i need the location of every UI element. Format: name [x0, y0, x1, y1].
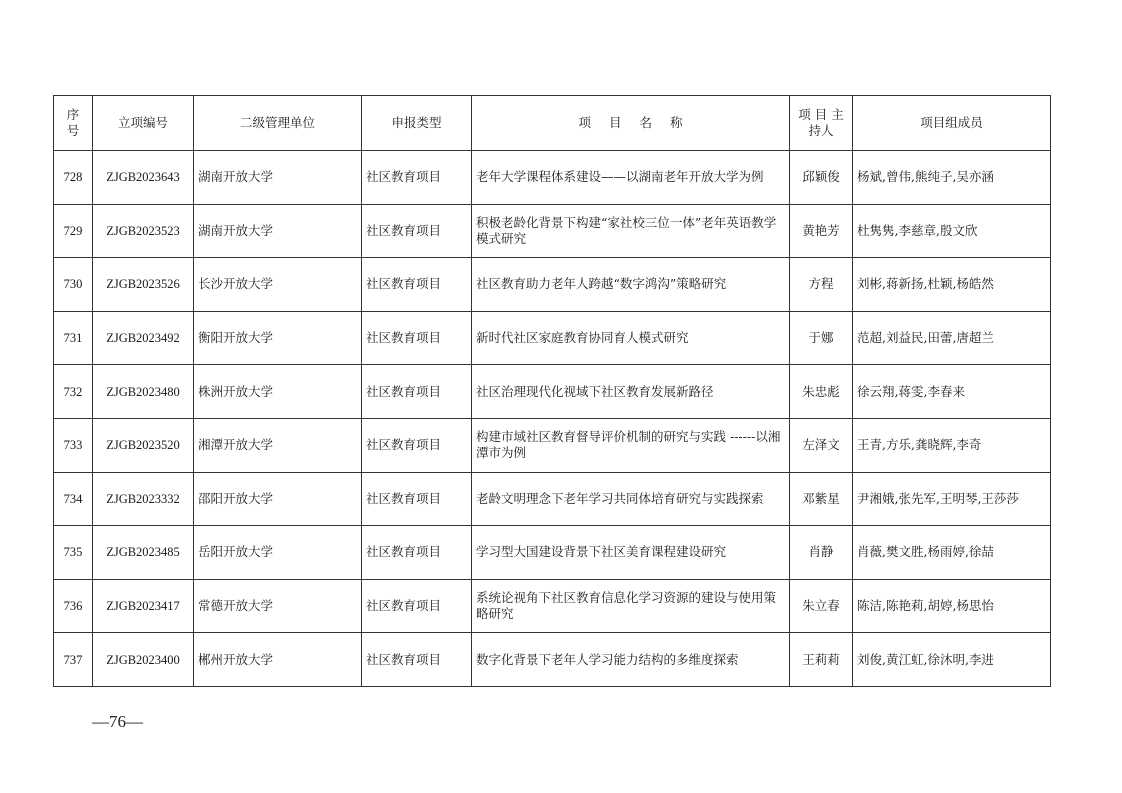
row-code: ZJGB2023523 — [93, 204, 194, 258]
row-code: ZJGB2023520 — [93, 418, 194, 472]
row-unit: 邵阳开放大学 — [194, 472, 362, 526]
row-unit: 常德开放大学 — [194, 579, 362, 633]
row-host: 邓紫星 — [790, 472, 853, 526]
row-host: 方程 — [790, 258, 853, 312]
header-host: 项 目 主持人 — [790, 96, 853, 151]
row-code: ZJGB2023643 — [93, 151, 194, 205]
row-project-name: 社区治理现代化视域下社区教育发展新路径 — [472, 365, 790, 419]
table-row — [54, 311, 1051, 365]
row-code: ZJGB2023332 — [93, 472, 194, 526]
row-host: 王莉莉 — [790, 633, 853, 687]
row-host: 左泽文 — [790, 418, 853, 472]
row-project-name: 学习型大国建设背景下社区美育课程建设研究 — [472, 526, 790, 580]
row-code: ZJGB2023485 — [93, 526, 194, 580]
header-seq: 序号 — [54, 96, 93, 151]
row-seq: 730 — [54, 258, 93, 312]
header-unit: 二级管理单位 — [194, 96, 362, 151]
row-seq: 733 — [54, 418, 93, 472]
row-unit: 郴州开放大学 — [194, 633, 362, 687]
row-seq: 736 — [54, 579, 93, 633]
row-host: 黄艳芳 — [790, 204, 853, 258]
table-row — [54, 633, 1051, 687]
row-code: ZJGB2023417 — [93, 579, 194, 633]
row-seq: 734 — [54, 472, 93, 526]
row-project-name: 积极老龄化背景下构建“家社校三位一体”老年英语教学模式研究 — [472, 204, 790, 258]
row-project-name: 构建市域社区教育督导评价机制的研究与实践 ------以湘潭市为例 — [472, 418, 790, 472]
row-members: 王青,方乐,龚晓辉,李奇 — [853, 418, 1051, 472]
row-unit: 湖南开放大学 — [194, 151, 362, 205]
table-header-row — [54, 96, 1051, 151]
row-members: 范超,刘益民,田蕾,唐超兰 — [853, 311, 1051, 365]
row-type: 社区教育项目 — [362, 311, 472, 365]
row-project-name: 老年大学课程体系建设——以湖南老年开放大学为例 — [472, 151, 790, 205]
row-members: 刘俊,黄江虹,徐沐明,李进 — [853, 633, 1051, 687]
row-type: 社区教育项目 — [362, 526, 472, 580]
row-seq: 729 — [54, 204, 93, 258]
row-code: ZJGB2023492 — [93, 311, 194, 365]
row-members: 杜隽隽,李慈章,殷文欣 — [853, 204, 1051, 258]
row-type: 社区教育项目 — [362, 579, 472, 633]
row-host: 朱立春 — [790, 579, 853, 633]
row-unit: 岳阳开放大学 — [194, 526, 362, 580]
row-unit: 长沙开放大学 — [194, 258, 362, 312]
row-members: 徐云翔,蒋雯,李春来 — [853, 365, 1051, 419]
header-code: 立项编号 — [93, 96, 194, 151]
row-host: 邱颖俊 — [790, 151, 853, 205]
row-type: 社区教育项目 — [362, 472, 472, 526]
row-host: 于娜 — [790, 311, 853, 365]
header-members: 项目组成员 — [853, 96, 1051, 151]
row-members: 尹湘娥,张先军,王明琴,王莎莎 — [853, 472, 1051, 526]
row-project-name: 数字化背景下老年人学习能力结构的多维度探索 — [472, 633, 790, 687]
table-row — [54, 472, 1051, 526]
row-code: ZJGB2023480 — [93, 365, 194, 419]
row-members: 刘彬,蒋新扬,杜颖,杨皓然 — [853, 258, 1051, 312]
row-type: 社区教育项目 — [362, 258, 472, 312]
row-seq: 728 — [54, 151, 93, 205]
header-type: 申报类型 — [362, 96, 472, 151]
table-row — [54, 204, 1051, 258]
row-unit: 湖南开放大学 — [194, 204, 362, 258]
row-unit: 湘潭开放大学 — [194, 418, 362, 472]
row-host: 肖静 — [790, 526, 853, 580]
row-project-name: 老龄文明理念下老年学习共同体培育研究与实践探索 — [472, 472, 790, 526]
row-type: 社区教育项目 — [362, 204, 472, 258]
row-seq: 735 — [54, 526, 93, 580]
table-row — [54, 258, 1051, 312]
row-type: 社区教育项目 — [362, 633, 472, 687]
header-name: 项 目 名 称 — [472, 96, 790, 151]
page-number: —76— — [92, 712, 143, 731]
row-project-name: 社区教育助力老年人跨越“数字鸿沟”策略研究 — [472, 258, 790, 312]
row-type: 社区教育项目 — [362, 418, 472, 472]
row-code: ZJGB2023400 — [93, 633, 194, 687]
project-table — [53, 95, 1051, 687]
row-unit: 衡阳开放大学 — [194, 311, 362, 365]
table-row — [54, 365, 1051, 419]
row-members: 肖薇,樊文胜,杨雨婷,徐喆 — [853, 526, 1051, 580]
row-seq: 737 — [54, 633, 93, 687]
table-body — [54, 151, 1051, 687]
row-seq: 732 — [54, 365, 93, 419]
row-project-name: 系统论视角下社区教育信息化学习资源的建设与使用策略研究 — [472, 579, 790, 633]
table-row — [54, 579, 1051, 633]
row-project-name: 新时代社区家庭教育协同育人模式研究 — [472, 311, 790, 365]
table-row — [54, 526, 1051, 580]
table-row — [54, 418, 1051, 472]
row-members: 陈洁,陈艳莉,胡婷,杨思怡 — [853, 579, 1051, 633]
row-seq: 731 — [54, 311, 93, 365]
row-code: ZJGB2023526 — [93, 258, 194, 312]
row-type: 社区教育项目 — [362, 365, 472, 419]
table-row — [54, 151, 1051, 205]
row-host: 朱忠彪 — [790, 365, 853, 419]
row-type: 社区教育项目 — [362, 151, 472, 205]
row-members: 杨斌,曾伟,熊纯子,吴亦涵 — [853, 151, 1051, 205]
row-unit: 株洲开放大学 — [194, 365, 362, 419]
